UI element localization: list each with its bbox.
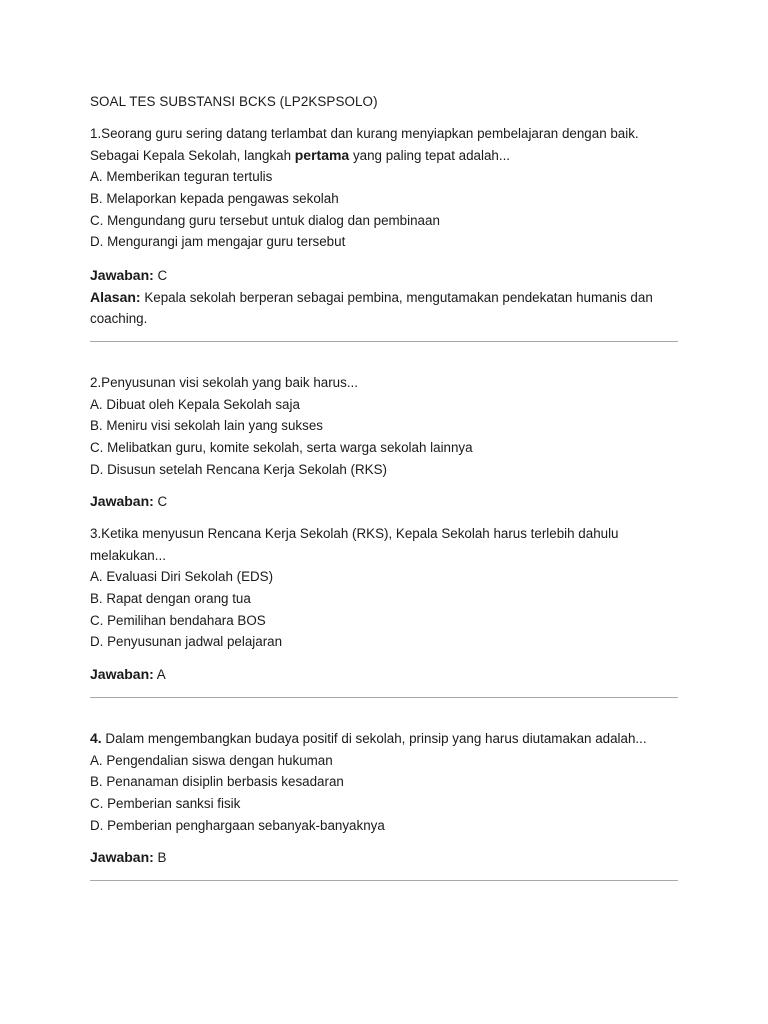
question-3-answer	[90, 663, 680, 685]
reason-label: Alasan:	[90, 289, 141, 305]
question-4-number: 4.	[90, 730, 102, 746]
question-1-option-b: B. Melaporkan kepada pengawas sekolah	[90, 191, 339, 207]
question-3-text-line-1: 3.Ketika menyusun Rencana Kerja Sekolah (RKS), Kepala Sekolah harus terlebih dahulu	[90, 526, 619, 541]
question-1-text-pre: Sebagai Kepala Sekolah, langkah	[90, 147, 295, 163]
question-4	[90, 728, 680, 836]
question-1-reason-line-2: coaching.	[90, 311, 148, 326]
question-4-option-b: B. Penanaman disiplin berbasis kesadaran	[90, 774, 344, 790]
question-1-option-d: D. Mengurangi jam mengajar guru tersebut	[90, 234, 346, 250]
question-4-answer	[90, 846, 680, 868]
question-2-option-b: B. Meniru visi sekolah lain yang sukses	[90, 418, 323, 434]
question-3-option-d: D. Penyusunan jadwal pelajaran	[90, 634, 283, 650]
question-2-text: 2.Penyusunan visi sekolah yang baik harus...	[90, 375, 358, 390]
answer-value: C	[157, 268, 168, 283]
divider	[90, 880, 678, 881]
question-1-answer-block	[90, 264, 680, 330]
answer-label: Jawaban:	[90, 666, 154, 682]
question-2-option-d: D. Disusun setelah Rencana Kerja Sekolah (RKS)	[90, 461, 387, 477]
question-2	[90, 372, 680, 480]
question-2-option-a: A. Dibuat oleh Kepala Sekolah saja	[90, 396, 300, 412]
question-3-option-c: C. Pemilihan bendahara BOS	[90, 612, 266, 628]
question-4-text-body: Dalam mengembangkan budaya positif di sekolah, prinsip yang harus diutamakan adalah...	[101, 731, 647, 746]
question-3-option-b: B. Rapat dengan orang tua	[90, 591, 251, 607]
answer-label: Jawaban:	[90, 849, 154, 865]
question-1-option-a: A. Memberikan teguran tertulis	[90, 169, 273, 185]
divider	[90, 697, 678, 698]
question-4-answer-block	[90, 846, 680, 868]
answer-label: Jawaban:	[90, 267, 154, 283]
answer-value: A	[156, 667, 166, 682]
question-1-answer	[90, 264, 680, 286]
question-4-text	[90, 728, 680, 750]
document-title: SOAL TES SUBSTANSI BCKS (LP2KSPSOLO)	[90, 94, 378, 109]
divider	[90, 341, 678, 342]
answer-value: C	[157, 494, 168, 509]
question-4-option-a: A. Pengendalian siswa dengan hukuman	[90, 752, 333, 768]
question-2-option-c: C. Melibatkan guru, komite sekolah, serta warga sekolah lainnya	[90, 440, 473, 456]
question-1-reason	[90, 286, 680, 308]
question-1	[90, 123, 680, 253]
question-2-answer-block	[90, 490, 680, 512]
question-1-emphasis: pertama	[294, 146, 350, 163]
question-3-answer-block	[90, 663, 680, 685]
question-3-option-a: A. Evaluasi Diri Sekolah (EDS)	[90, 569, 274, 585]
answer-value: B	[157, 850, 167, 865]
answer-label: Jawaban:	[90, 493, 154, 509]
question-2-answer	[90, 490, 680, 512]
question-1-text-line-1: 1.Seorang guru sering datang terlambat dan kurang menyiapkan pembelajaran dengan baik.	[90, 126, 639, 141]
reason-text: Kepala sekolah berperan sebagai pembina, mengutamakan pendekatan humanis dan	[144, 290, 653, 305]
question-4-option-c: C. Pemberian sanksi fisik	[90, 796, 241, 812]
question-3-text-line-2: melakukan...	[90, 547, 166, 563]
question-1-text-line-2	[90, 145, 680, 167]
question-1-text-post: yang paling tepat adalah...	[349, 147, 511, 163]
question-3	[90, 523, 680, 653]
question-4-option-d: D. Pemberian penghargaan sebanyak-banyaknya	[90, 817, 385, 833]
question-1-option-c: C. Mengundang guru tersebut untuk dialog dan pembinaan	[90, 212, 440, 228]
